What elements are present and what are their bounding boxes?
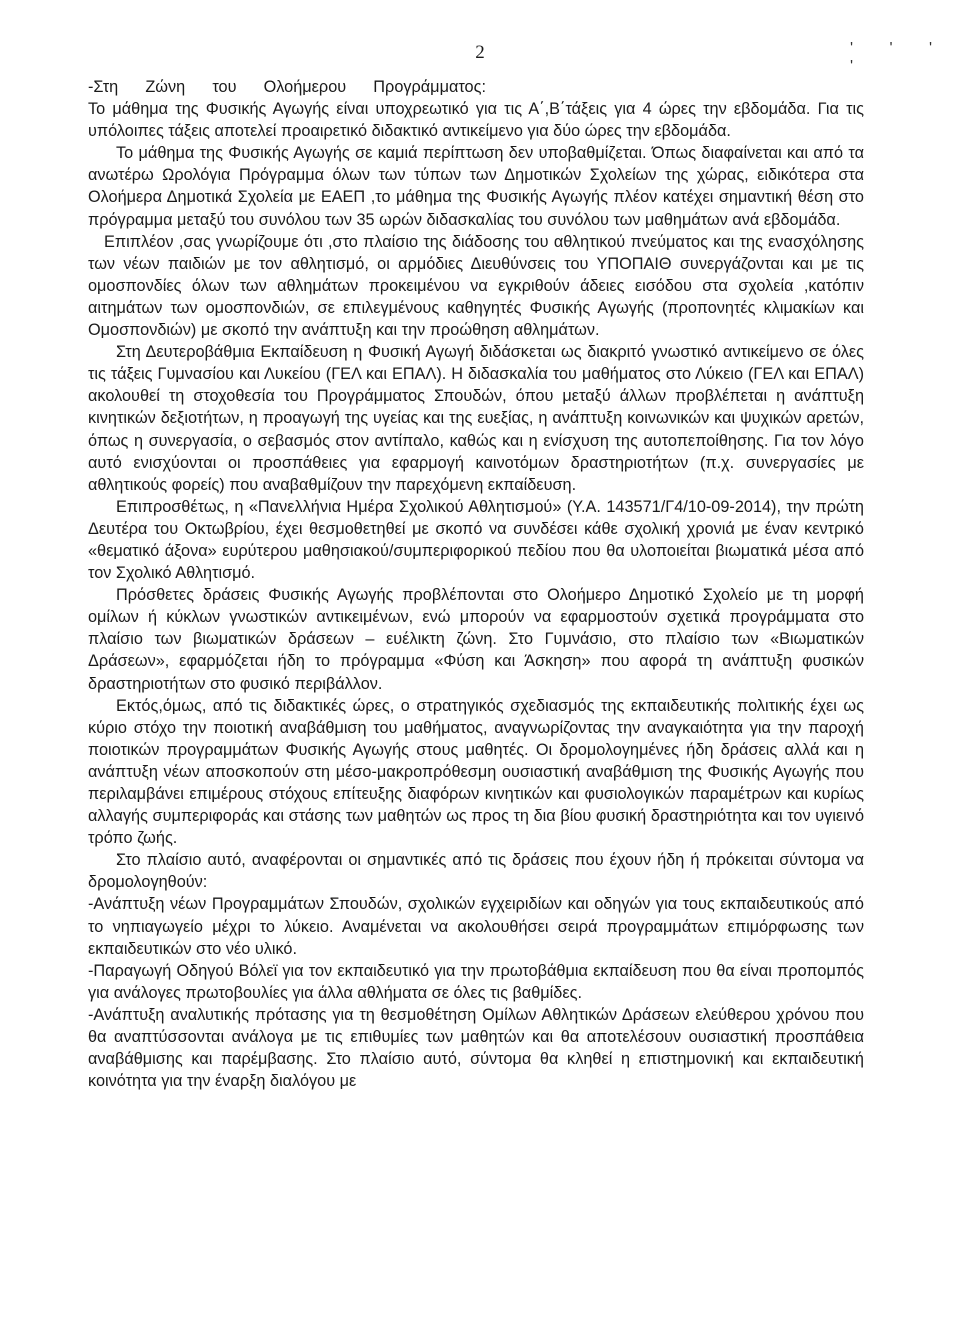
paragraph: Στο πλαίσιο αυτό, αναφέρονται οι σημαντικές από τις δράσεις που έχουν ήδη ή πρόκειται σύντομα να δρομολογηθούν: xyxy=(88,851,864,892)
paragraph: Πρόσθετες δράσεις Φυσικής Αγωγής προβλέπονται στο Ολοήμερο Δημοτικό Σχολείο με τη μορφή ομίλων ή κύκλων γνωστικών αντικειμένων, ενώ μπορούν να εφαρμοστούν σχετικά προγράμματα στο πλαίσιο των βιωματικών δράσεων – ευέλικτη ζώνη. Στο Γυμνάσιο, στο πλαίσιο των «Βιωματικών Δράσεων», εφαρμόζεται ήδη το πρόγραμμα «Φύση και Άσκηση» που αφορά τη ανάπτυξη φυσικών δραστηριοτήτων στο φυσικό περιβάλλον. xyxy=(88,586,864,693)
paragraph: Το μάθημα της Φυσικής Αγωγής σε καμιά περίπτωση δεν υποβαθμίζεται. Όπως διαφαίνεται και από τα ανωτέρω Ωρολόγια Πρόγραμμα όλων των τύπων των Δημοτικών Σχολείων της χώρας, ειδικότερα στα Ολοήμερα Δημοτικά Σχολεία με ΕΑΕΠ ,το μάθημα της Φυσικής Αγωγής πλέον κατέχει σημαντική θέση στο πρόγραμμα μεταξύ του συνόλου των 35 ωρών διδασκαλίας του συνόλου των μαθημάτων ανά εβδομάδα. xyxy=(88,144,864,229)
list-item: -Ανάπτυξη νέων Προγραμμάτων Σπουδών, σχολικών εγχειριδίων και οδηγών για τους εκπαιδευτικούς από το νηπιαγωγείο μέχρι το λύκειο. Αναμένεται να ακολουθήσει σειρά προγραμμάτων επιμόρφωσης των εκπαιδευτικών στο νέο υλικό. xyxy=(88,895,864,958)
paragraph: Επιπλέον ,σας γνωρίζουμε ότι ,στο πλαίσιο της διάδοσης του αθλητικού πνεύματος και της ενασχόλησης των νέων παιδιών με τον αθλητισμό, οι αρμόδιες Διευθύνσεις του ΥΠΟΠΑΙΘ συνεργάζονται και με τις ομοσπονδίες όλων των αθλημάτων προκειμένου να εγκριθούν άδειες εισόδου στα σχολεία ,κατόπιν αιτημάτων των ομοσπονδιών, σε επιλεγμένους καθηγητές Φυσικής Αγωγής (προπονητές κλιμακίων και Ομοσπονδιών) με σκοπό την ανάπτυξη και την προώθηση αθλημάτων. xyxy=(88,232,864,340)
scan-marks: ' ' ' ' xyxy=(850,40,949,75)
section-heading: -Στη Ζώνη του Ολοήμερου Προγράμματος: xyxy=(88,78,486,96)
page-number: 2 xyxy=(475,42,485,63)
paragraph: Εκτός,όμως, από τις διδακτικές ώρες, ο στρατηγικός σχεδιασμός της εκπαιδευτικής πολιτικής έχει ως κύριο στόχο την ποιοτική αναβάθμιση του μαθήματος, αναγνωρίζοντας την αναγκαιότητα για την παροχή ποιοτικών προγραμμάτων Φυσικής Αγωγής στους μαθητές. Οι δρομολογημένες ήδη δράσεις αλλά και η ανάπτυξη νέων αποσκοπούν στη μέσο-μακροπρόθεσμη ουσιαστική αναβάθμιση της Φυσικής Αγωγής που περιλαμβάνει επιμέρους στόχους επίτευξης διαφόρων κινητικών και φυσιολογικών παραμέτρων και κυρίως αλλαγής συμπεριφοράς και στάσης των μαθητών ως προς τη δια βίου φυσική δραστηριότητα και τον υγιεινό τρόπο ζωής. xyxy=(88,696,864,848)
paragraph: Το μάθημα της Φυσικής Αγωγής είναι υποχρεωτικό για τις Α΄,Β΄τάξεις για 4 ώρες την εβδομάδα. Για τις υπόλοιπες τάξεις αποτελεί προαιρετικό διδακτικό αντικείμενο για δύο ώρες την εβδομάδα. xyxy=(88,100,864,141)
list-item: -Παραγωγή Οδηγού Βόλεϊ για τον εκπαιδευτικό για την πρωτοβάθμια εκπαίδευση που θα είναι προπομπός για ανάλογες πρωτοβουλίες για άλλα αθλήματα σε όλες τις βαθμίδες. xyxy=(88,961,864,1002)
document-body xyxy=(88,76,864,1092)
paragraph: Στη Δευτεροβάθμια Εκπαίδευση η Φυσική Αγωγή διδάσκεται ως διακριτό γνωστικό αντικείμενο σε όλες τις τάξεις Γυμνασίου και Λυκείου (ΓΕΛ και ΕΠΑΛ). Η διδασκαλία του μαθήματος στο Λύκειο (ΓΕΛ και ΕΠΑΛ) ακολουθεί τη στοχοθεσία του Προγράμματος Σπουδών, όπου μεταξύ άλλων προβλέπεται η ανάπτυξη κινητικών δεξιοτήτων, η προαγωγή της υγείας και της ευεξίας, η ανάπτυξη κοινωνικών και ψυχικών αρετών, όπως η συνεργασία, ο σεβασμός στον αντίπαλο, καθώς και η ενίσχυση της αυτοπεποίθησης. Για τον λόγο αυτό ενισχύονται οι προσπάθειες για εφαρμογή καινοτόμων δραστηριοτήτων (π.χ. συνεργασίες με αθλητικούς φορείς) που αναβαθμίζουν την παρεχόμενη εκπαίδευση. xyxy=(88,343,864,494)
list-item: -Ανάπτυξη αναλυτικής πρότασης για τη θεσμοθέτηση Ομίλων Αθλητικών Δράσεων ελεύθερου χρόνου που θα αναπτύσσονται ανάλογα με τις επιθυμίες των μαθητών και θα αποτελέσουν ουσιαστική προσπάθεια αναβάθμισης και παρέμβασης. Στο πλαίσιο αυτό, σύντομα θα κληθεί η επιστημονική και εκπαιδευτική κοινότητα για την έναρξη διαλόγου με xyxy=(88,1005,864,1091)
paragraph: Επιπροσθέτως, η «Πανελλήνια Ημέρα Σχολικού Αθλητισμού» (Υ.Α. 143571/Γ4/10-09-2014), την πρώτη Δευτέρα του Οκτωβρίου, έχει θεσμοθετηθεί με σκοπό να συνδέσει κάθε σχολική χρονιά με έναν κεντρικό «θεματικό άξονα» ευρύτερου μαθησιακού/συμπεριφορικού πεδίου που θα υλοποιείται βιωματικά μέσα από τον Σχολικό Αθλητισμό. xyxy=(88,497,864,583)
